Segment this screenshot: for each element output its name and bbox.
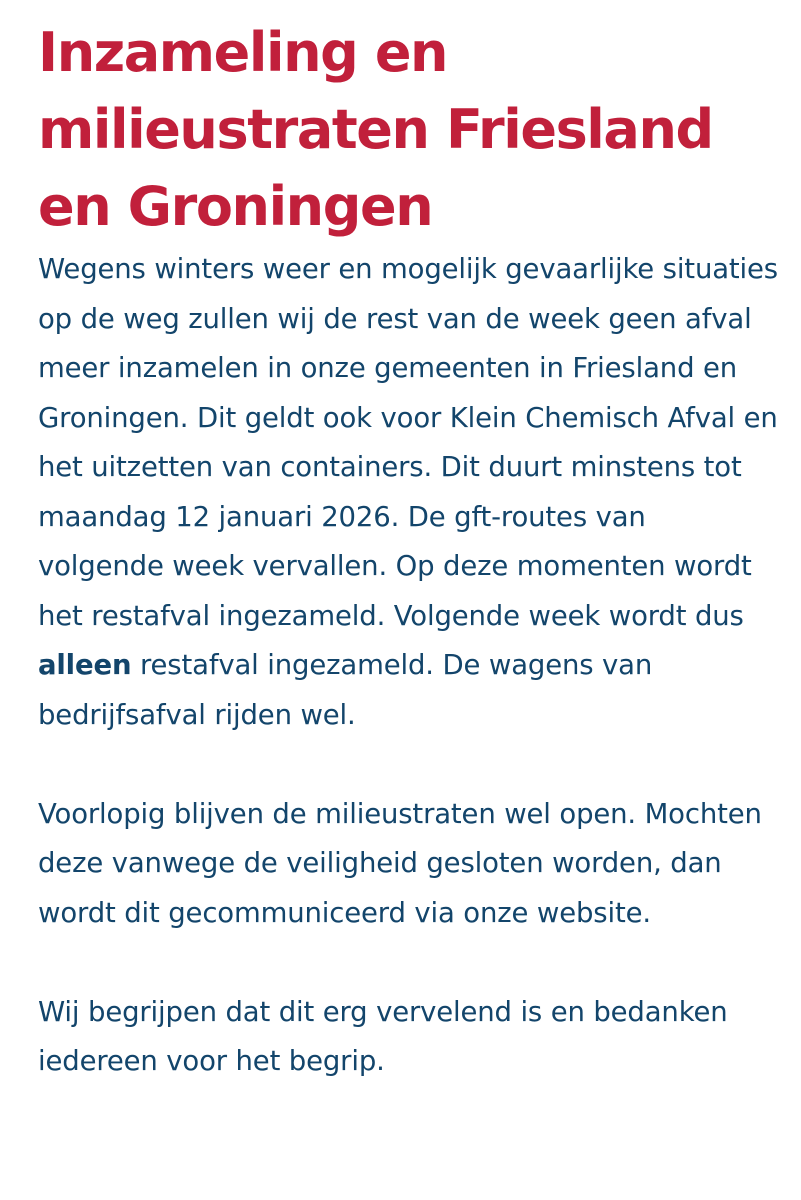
page-title: Inzameling en milieustraten Friesland en Groningen bbox=[38, 21, 713, 238]
paragraph-text-start: Wegens winters weer en mogelijk gevaarlijke situaties op de weg zullen wij de rest van de week geen afval meer inzamelen in onze gemeenten in Friesland en Groningen. Dit geldt ook voor Klein Chemisch Afval en het uitzetten van containers. Dit duurt minstens tot maandag 12 januari 2026. De gft-routes van volgende week vervallen. Op deze momenten wordt het restafval ingezameld. Volgende week wordt dus bbox=[38, 253, 778, 632]
article-body bbox=[38, 245, 778, 1087]
paragraph-text-end: restafval ingezameld. De wagens van bedrijfsafval rijden wel. bbox=[38, 649, 653, 731]
emphasis-alleen: alleen bbox=[38, 649, 132, 681]
paragraph-spacer bbox=[38, 740, 778, 790]
paragraph-spacer bbox=[38, 938, 778, 988]
paragraph-collection-suspension bbox=[38, 245, 778, 740]
paragraph-thanks: Wij begrijpen dat dit erg vervelend is en bedanken iedereen voor het begrip. bbox=[38, 995, 728, 1077]
paragraph-recycling-centers: Voorlopig blijven de milieustraten wel open. Mochten deze vanwege de veiligheid gesloten worden, dan wordt dit gecommuniceerd via onze website. bbox=[38, 797, 762, 929]
article bbox=[38, 14, 778, 1087]
